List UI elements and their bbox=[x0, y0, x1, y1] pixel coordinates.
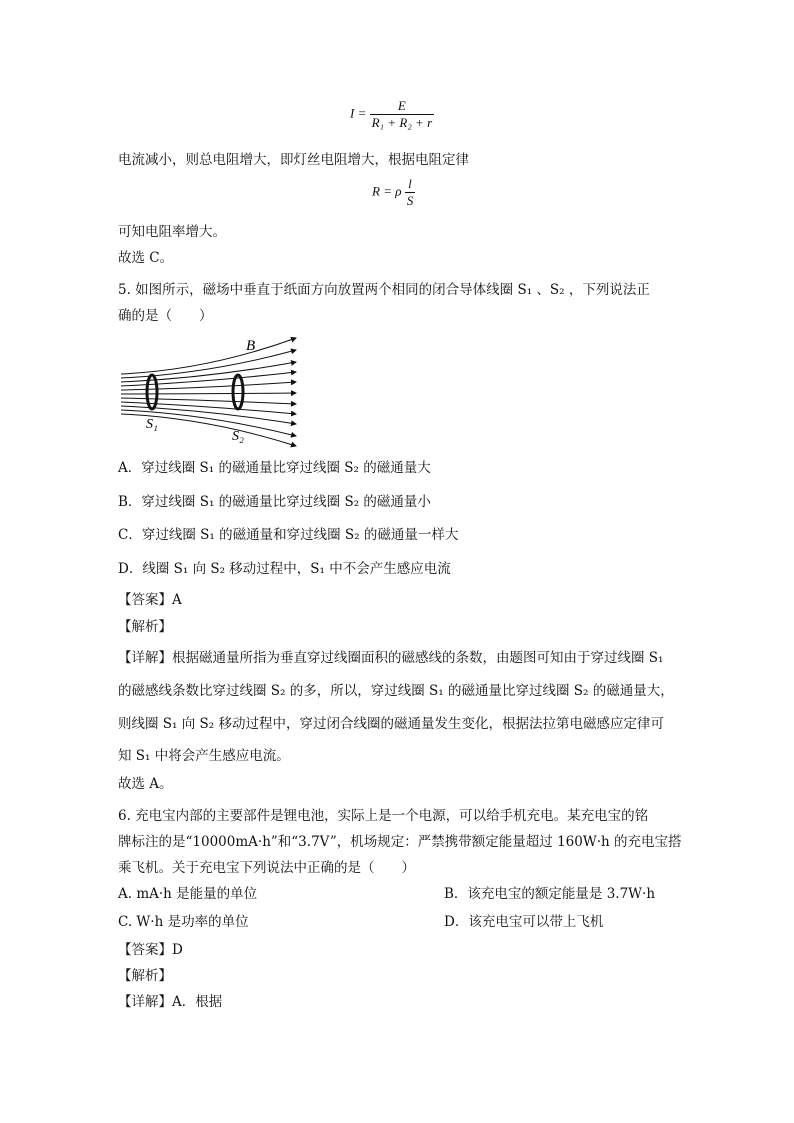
paragraph-choose-c: 故选 C。 bbox=[118, 250, 174, 266]
q6-stem-line2: 牌标注的是“10000mA·h”和“3.7V”，机场规定：严禁携带额定能量超过 160W·h 的充电宝搭 bbox=[118, 834, 682, 850]
formula-current-numerator: E bbox=[370, 98, 435, 115]
q5-detail-line1: 【详解】根据磁通量所指为垂直穿过线圈面积的磁感线的条数，由题图可知由于穿过线圈 S₁ bbox=[118, 650, 664, 666]
label-b: B bbox=[246, 338, 256, 354]
formula-current bbox=[350, 98, 434, 131]
formula-current-denominator: R₁ + R₂ + r bbox=[371, 115, 433, 130]
q5-option-c: C．穿过线圈 S₁ 的磁通量和穿过线圈 S₂ 的磁通量一样大 bbox=[118, 527, 459, 543]
q6-option-d: D．该充电宝可以带上飞机 bbox=[444, 914, 604, 930]
q6-option-c: C. W·h 是功率的单位 bbox=[118, 914, 249, 930]
coil-s2 bbox=[233, 375, 243, 409]
q5-stem-line2: 确的是（ ） bbox=[118, 308, 213, 324]
q6-stem-line3: 乘飞机。关于充电宝下列说法中正确的是（ ） bbox=[118, 860, 415, 876]
q5-detail-line4: 知 S₁ 中将会产生感应电流。 bbox=[118, 748, 290, 764]
paragraph-resistivity: 可知电阻率增大。 bbox=[118, 224, 226, 240]
q6-answer: 【答案】D bbox=[118, 942, 183, 958]
q6-option-a: A. mA·h 是能量的单位 bbox=[118, 886, 258, 902]
formula-resistance-denominator: S bbox=[406, 193, 414, 208]
formula-current-lhs: I = bbox=[350, 105, 367, 121]
formula-resistance-fraction bbox=[405, 176, 416, 209]
formula-resistance bbox=[372, 176, 415, 209]
q5-stem-line1: 5. 如图所示，磁场中垂直于纸面方向放置两个相同的闭合导体线圈 S₁ 、S₂ ，下列说法正 bbox=[118, 282, 650, 298]
q5-answer: 【答案】A bbox=[118, 592, 182, 608]
q5-option-a: A．穿过线圈 S₁ 的磁通量比穿过线圈 S₂ 的磁通量大 bbox=[118, 460, 431, 476]
q5-detail-line3: 则线圈 S₁ 向 S₂ 移动过程中，穿过闭合线圈的磁通量发生变化，根据法拉第电磁感应定律可 bbox=[118, 716, 664, 732]
q5-detail-line2: 的磁感线条数比穿过线圈 S₂ 的多，所以，穿过线圈 S₁ 的磁通量比穿过线圈 S₂ 的磁通量大， bbox=[118, 683, 674, 699]
label-s1: S₁ bbox=[146, 417, 158, 432]
q6-option-b: B．该充电宝的额定能量是 3.7W·h bbox=[444, 886, 656, 902]
q5-magnetic-field-figure bbox=[118, 334, 318, 454]
paragraph-resistance-law: 电流减小，则总电阻增大，即灯丝电阻增大，根据电阻定律 bbox=[118, 152, 469, 168]
q5-choose: 故选 A。 bbox=[118, 776, 173, 792]
q5-analysis-heading: 【解析】 bbox=[118, 619, 172, 635]
q5-option-d: D．线圈 S₁ 向 S₂ 移动过程中，S₁ 中不会产生感应电流 bbox=[118, 561, 451, 577]
q6-stem-line1: 6. 充电宝内部的主要部件是锂电池，实际上是一个电源，可以给手机充电。某充电宝的铭 bbox=[118, 808, 649, 824]
q6-analysis-heading: 【解析】 bbox=[118, 968, 172, 984]
formula-resistance-lhs: R = ρ bbox=[372, 183, 402, 199]
q6-detail: 【详解】A．根据 bbox=[118, 994, 223, 1010]
label-s2: S₂ bbox=[232, 429, 244, 444]
formula-current-fraction bbox=[370, 98, 435, 131]
formula-resistance-numerator: l bbox=[405, 176, 416, 193]
q5-option-b: B．穿过线圈 S₁ 的磁通量比穿过线圈 S₂ 的磁通量小 bbox=[118, 494, 431, 510]
